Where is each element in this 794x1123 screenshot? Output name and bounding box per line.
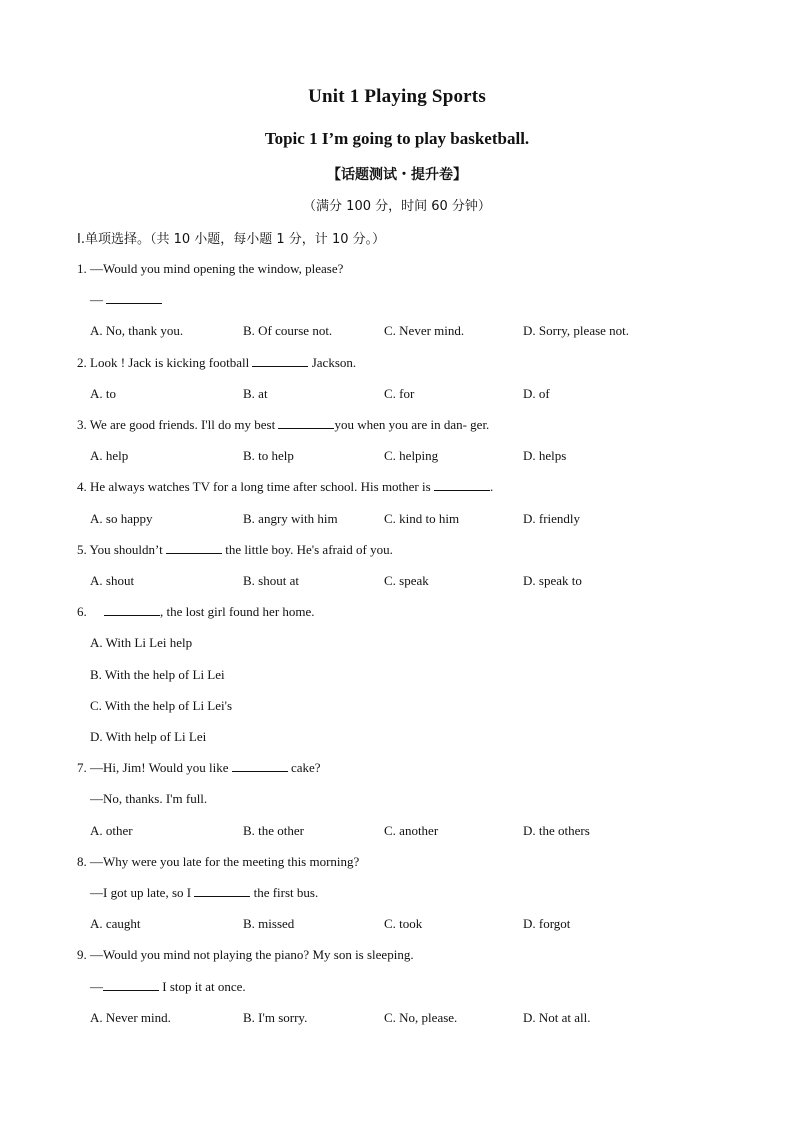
question-text: —Why were you late for the meeting this morning? [90, 854, 360, 869]
question-1-option-b[interactable]: B. Of course not. [243, 323, 333, 338]
question-text-after: . [489, 479, 494, 494]
question-4-option-d[interactable]: D. friendly [523, 511, 581, 526]
question-7-option-d[interactable]: D. the others [523, 823, 590, 838]
answer-blank[interactable] [194, 885, 250, 897]
question-8-option-b[interactable]: B. missed [243, 916, 295, 931]
question-text: —Would you mind not playing the piano? My son is sleeping. [90, 947, 414, 962]
question-8-stem [77, 854, 359, 870]
reply-text-after: the first bus. [253, 885, 319, 900]
question-1-option-a[interactable]: A. No, thank you. [90, 323, 184, 338]
question-text: —Would you mind opening the window, please? [90, 261, 344, 276]
question-text-after: , the lost girl found her home. [160, 604, 315, 619]
question-5-option-b[interactable]: B. shout at [243, 573, 299, 588]
question-number: 6. [77, 604, 87, 619]
question-text-after: you when you are in dan- ger. [334, 417, 490, 432]
question-text-before: Look ! Jack is kicking football [90, 355, 250, 370]
question-number: 5. [77, 542, 87, 557]
question-number: 9. [77, 947, 87, 962]
question-4-stem [77, 479, 493, 495]
question-5-stem [77, 542, 393, 558]
reply-dash: — [90, 979, 103, 994]
question-text-before: We are good friends. I'll do my best [89, 417, 276, 432]
question-text-after: Jackson. [311, 355, 357, 370]
question-number: 1. [77, 261, 87, 276]
question-8-option-d[interactable]: D. forgot [523, 916, 571, 931]
question-9-option-c[interactable]: C. No, please. [384, 1010, 458, 1025]
question-text-before: —Hi, Jim! Would you like [90, 760, 229, 775]
question-number: 7. [77, 760, 87, 775]
question-1-option-d[interactable]: D. Sorry, please not. [523, 323, 630, 338]
question-6-option-a[interactable]: A. With Li Lei help [90, 635, 193, 650]
question-7-reply: —No, thanks. I'm full. [90, 791, 208, 806]
reply-text-after: I stop it at once. [162, 979, 246, 994]
answer-blank[interactable] [106, 292, 162, 304]
question-6-option-d[interactable]: D. With help of Li Lei [90, 729, 207, 744]
question-3-option-b[interactable]: B. to help [243, 448, 294, 463]
reply-text-before: —I got up late, so I [90, 885, 192, 900]
question-4-option-a[interactable]: A. so happy [90, 511, 153, 526]
answer-blank[interactable] [278, 417, 334, 429]
question-3-option-a[interactable]: A. help [90, 448, 129, 463]
question-text-after: the little boy. He's afraid of you. [225, 542, 393, 557]
answer-blank[interactable] [252, 355, 308, 367]
answer-blank[interactable] [104, 604, 160, 616]
question-number: 2. [77, 355, 87, 370]
question-3-stem [77, 417, 489, 433]
question-4-option-b[interactable]: B. angry with him [243, 511, 338, 526]
question-6-option-c[interactable]: C. With the help of Li Lei's [90, 698, 233, 713]
question-2-stem [77, 355, 356, 371]
question-9-option-a[interactable]: A. Never mind. [90, 1010, 171, 1025]
question-5-option-a[interactable]: A. shout [90, 573, 135, 588]
question-7-stem [77, 760, 321, 776]
question-2-option-b[interactable]: B. at [243, 386, 268, 401]
answer-blank[interactable] [166, 542, 222, 554]
question-9-option-d[interactable]: D. Not at all. [523, 1010, 591, 1025]
question-9-stem [77, 947, 414, 963]
question-8-option-a[interactable]: A. caught [90, 916, 141, 931]
question-number: 8. [77, 854, 87, 869]
question-7-option-c[interactable]: C. another [384, 823, 439, 838]
question-1-reply [90, 292, 162, 308]
score-info: （满分 100 分，时间 60 分钟） [303, 199, 491, 214]
question-1-stem [77, 261, 343, 277]
question-4-option-c[interactable]: C. kind to him [384, 511, 460, 526]
question-7-option-a[interactable]: A. other [90, 823, 133, 838]
section-title: I.单项选择。（共 10 小题，每小题 1 分，计 10 分。） [77, 232, 386, 247]
question-8-option-c[interactable]: C. took [384, 916, 423, 931]
question-3-option-c[interactable]: C. helping [384, 448, 439, 463]
topic-title: Topic 1 I’m going to play basketball. [264, 129, 530, 148]
question-number: 4. [77, 479, 87, 494]
question-5-option-d[interactable]: D. speak to [523, 573, 582, 588]
question-text-before: He always watches TV for a long time after school. His mother is [90, 479, 431, 494]
reply-dash: — [90, 292, 103, 307]
question-6-stem [77, 604, 315, 620]
question-3-option-d[interactable]: D. helps [523, 448, 567, 463]
answer-blank[interactable] [103, 979, 159, 991]
answer-blank[interactable] [434, 479, 490, 491]
question-text-before: You shouldn’t [89, 542, 163, 557]
answer-blank[interactable] [232, 760, 288, 772]
question-2-option-a[interactable]: A. to [90, 386, 116, 401]
question-6-option-b[interactable]: B. With the help of Li Lei [90, 667, 225, 682]
paper-tag: 【话题测试・提升卷】 [327, 167, 467, 183]
question-2-option-c[interactable]: C. for [384, 386, 415, 401]
question-8-reply [90, 885, 318, 901]
question-1-option-c[interactable]: C. Never mind. [384, 323, 465, 338]
question-7-option-b[interactable]: B. the other [243, 823, 305, 838]
question-2-option-d[interactable]: D. of [523, 386, 550, 401]
question-5-option-c[interactable]: C. speak [384, 573, 429, 588]
question-9-reply [90, 979, 246, 995]
question-number: 3. [77, 417, 87, 432]
question-9-option-b[interactable]: B. I'm sorry. [243, 1010, 308, 1025]
question-text-after: cake? [290, 760, 321, 775]
unit-title: Unit 1 Playing Sports [308, 86, 486, 107]
